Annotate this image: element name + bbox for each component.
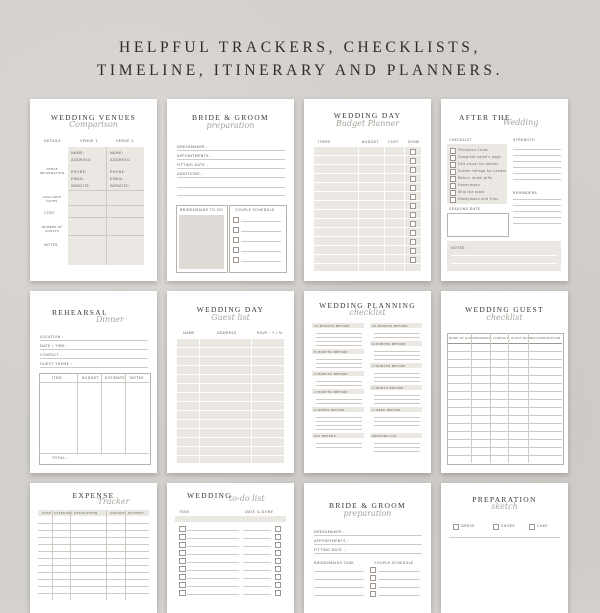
field-label: PHONE:: [71, 170, 87, 174]
page-script-title: checklist: [486, 313, 523, 322]
field-label: PHONE:: [110, 170, 126, 174]
page-title: WEDDING VENUES: [50, 113, 137, 122]
box-label: BRIDESMAIDS TO DO: [180, 208, 224, 212]
column-header: DATE: [42, 511, 52, 515]
column-header: RSVP - Y / N: [257, 331, 282, 335]
page-wedding-planning-checklist: [304, 291, 431, 473]
column-header: ITEMS: [318, 140, 331, 144]
column-header: BUDGET: [82, 376, 99, 380]
field-label: LOCATION :: [40, 335, 64, 339]
field-label: APPOINTMENTS :: [177, 154, 212, 158]
column-header: NAME: [183, 331, 195, 335]
page-script-title: Comparison: [69, 120, 118, 129]
column-header: VENUE 1: [80, 139, 98, 143]
section-label: 3 MONTHS BEFORE: [372, 363, 406, 368]
field-label: ADDRESS:: [110, 158, 131, 162]
checklist-item: Ship the toast: [458, 190, 485, 194]
checklist-item: Complete name's page: [458, 155, 501, 159]
column-header: CATEGORY: [54, 511, 73, 515]
field-label: NAME:: [110, 151, 124, 155]
section-label: 4 MONTHS BEFORE: [314, 371, 348, 376]
page-script-title: to-do list: [229, 494, 265, 503]
page-title: BRIDE & GROOM: [329, 501, 406, 510]
row-label: COST: [44, 211, 56, 215]
page-wedding-guest-checklist: [441, 291, 568, 473]
page-script-title: Wedding: [503, 118, 539, 127]
page-after-the-wedding: [441, 99, 568, 281]
page-expense-tracker: [30, 483, 157, 613]
box-label: COUPLE SCHEDULE: [235, 208, 275, 212]
field-label: DRESSMAKER :: [314, 530, 345, 534]
column-header: CONTACT: [493, 336, 509, 340]
rehearsal-table: [39, 373, 151, 465]
page-script-title: preparation: [206, 121, 255, 130]
field-label: NAME:: [71, 151, 85, 155]
column-header: DETAILS: [44, 139, 61, 143]
page-title: WEDDING DAY: [196, 305, 265, 314]
row-label: VENUE INFORMATION: [39, 167, 65, 175]
column-header: PAYMENT: [128, 511, 144, 515]
page-preparation-sketch: [441, 483, 568, 613]
headline-line-1: HELPFUL TRACKERS, CHECKLISTS,: [119, 39, 481, 56]
section-label: CHECKLIST: [449, 138, 472, 142]
field-label: WEBSITE:: [71, 184, 91, 188]
field-label: ADDITIONS :: [177, 172, 203, 176]
column-header: ADDRESS: [475, 336, 491, 340]
field-label: EMAIL:: [110, 177, 124, 181]
column-header: VENUE 2: [116, 139, 134, 143]
field-label: GUEST THEME :: [40, 362, 73, 366]
page-title: AFTER THE: [459, 113, 511, 122]
page-script-title: Budget Planner: [335, 119, 400, 128]
section-label: 12 MONTHS BEFORE: [314, 323, 350, 328]
column-header: ADDRESS: [217, 331, 237, 335]
page-bride-groom-preparation: [167, 99, 294, 281]
checklist-item: Return rental gifts: [458, 176, 493, 180]
headline-line-2: TIMELINE, ITINERARY AND PLANNERS.: [96, 62, 504, 79]
section-label: 8 MONTHS BEFORE: [314, 349, 348, 354]
option-label: CAKE: [537, 524, 548, 528]
notes-label: NOTES: [451, 246, 465, 250]
field-label: FITTING DATE :: [314, 548, 346, 552]
section-label: STRENGTH: [513, 138, 535, 142]
column-header: COST: [388, 140, 400, 144]
field-label: CONTACT :: [40, 353, 63, 357]
column-header: ACCOMMODATION: [531, 336, 561, 340]
section-label: REMINDERS: [513, 191, 538, 195]
page-script-title: preparation: [343, 509, 392, 518]
page-title: WEDDING GUEST: [465, 305, 544, 314]
field-label: APPOINTMENTS :: [314, 539, 349, 543]
column-header: TASK: [179, 510, 190, 514]
section-label: 6 MONTHS BEFORE: [372, 341, 406, 346]
box-label: COUPLE SCHEDULE: [374, 561, 414, 565]
column-header: NOTES: [130, 376, 144, 380]
page-script-title: Tracker: [97, 497, 130, 506]
column-header: ESTIMATE: [105, 376, 125, 380]
page-rehearsal-dinner: [30, 291, 157, 473]
page-script-title: Dinner: [96, 315, 124, 324]
page-title: BRIDE & GROOM: [192, 113, 269, 122]
checklist-item: Edit visual for photos: [458, 162, 499, 166]
section-label: 10 MONTHS BEFORE: [372, 323, 408, 328]
page-title: PREPARATION: [472, 495, 537, 504]
column-header: DESCRIPTION: [74, 511, 98, 515]
section-label: WEDDING DAY: [372, 433, 398, 438]
section-label: 1 WEEK BEFORE: [372, 407, 401, 412]
column-header: ITEM: [52, 376, 62, 380]
checklist-item: Honeymoon and Trips: [458, 197, 499, 201]
page-script-title: sketch: [491, 502, 518, 511]
page-title: WEDDING: [187, 491, 232, 500]
checklist-item: Thankyou Cards: [458, 148, 488, 152]
option-label: SHOES: [501, 524, 515, 528]
field-label: DATE / TIME :: [40, 344, 68, 348]
row-label: NUMBER OF GUESTS: [41, 225, 63, 233]
checklist-item: Honeymoon: [458, 183, 480, 187]
page-bride-groom-preparation-2: [304, 483, 431, 613]
section-label: 2 MONTHS BEFORE: [314, 389, 348, 394]
section-label: SEASONS DATE: [449, 207, 481, 211]
page-script-title: Guest list: [211, 313, 250, 322]
column-header: NAME OF GUEST: [449, 336, 477, 340]
page-title: REHEARSAL: [52, 308, 108, 317]
total-label: TOTAL :: [52, 456, 68, 460]
field-label: DRESSMAKER :: [177, 145, 208, 149]
column-header: DATE & DONE: [245, 510, 274, 514]
page-title: WEDDING PLANNING: [319, 301, 416, 310]
field-label: FITTING DATE :: [177, 163, 209, 167]
page-wedding-day-guest-list: [167, 291, 294, 473]
section-label: 2 WEEKS BEFORE: [314, 407, 345, 412]
box-label: BRIDESMAIDS TASK: [314, 561, 354, 565]
page-title: WEDDING DAY: [333, 111, 402, 120]
page-wedding-venues: [30, 99, 157, 281]
field-label: ADDRESS:: [71, 158, 92, 162]
checklist-item: Submit ratings for vendor: [458, 169, 507, 173]
page-wedding-to-do-list: [167, 483, 294, 613]
column-header: AMOUNT: [110, 511, 126, 515]
column-header: BUDGET: [362, 140, 379, 144]
page-budget-planner: [304, 99, 431, 281]
row-label: NOTES: [44, 243, 58, 247]
section-label: DAY BEFORE: [314, 433, 336, 438]
option-label: DRESS: [461, 524, 475, 528]
page-script-title: checklist: [349, 308, 386, 317]
section-label: 1 MONTH BEFORE: [372, 385, 404, 390]
page-title: EXPENSE: [72, 491, 115, 500]
row-label: AVAILABLE DATES: [42, 195, 62, 203]
field-label: WEBSITE:: [110, 184, 130, 188]
field-label: EMAIL:: [71, 177, 85, 181]
column-header: DONE: [408, 140, 420, 144]
column-header: GUEST NAME: [511, 336, 533, 340]
